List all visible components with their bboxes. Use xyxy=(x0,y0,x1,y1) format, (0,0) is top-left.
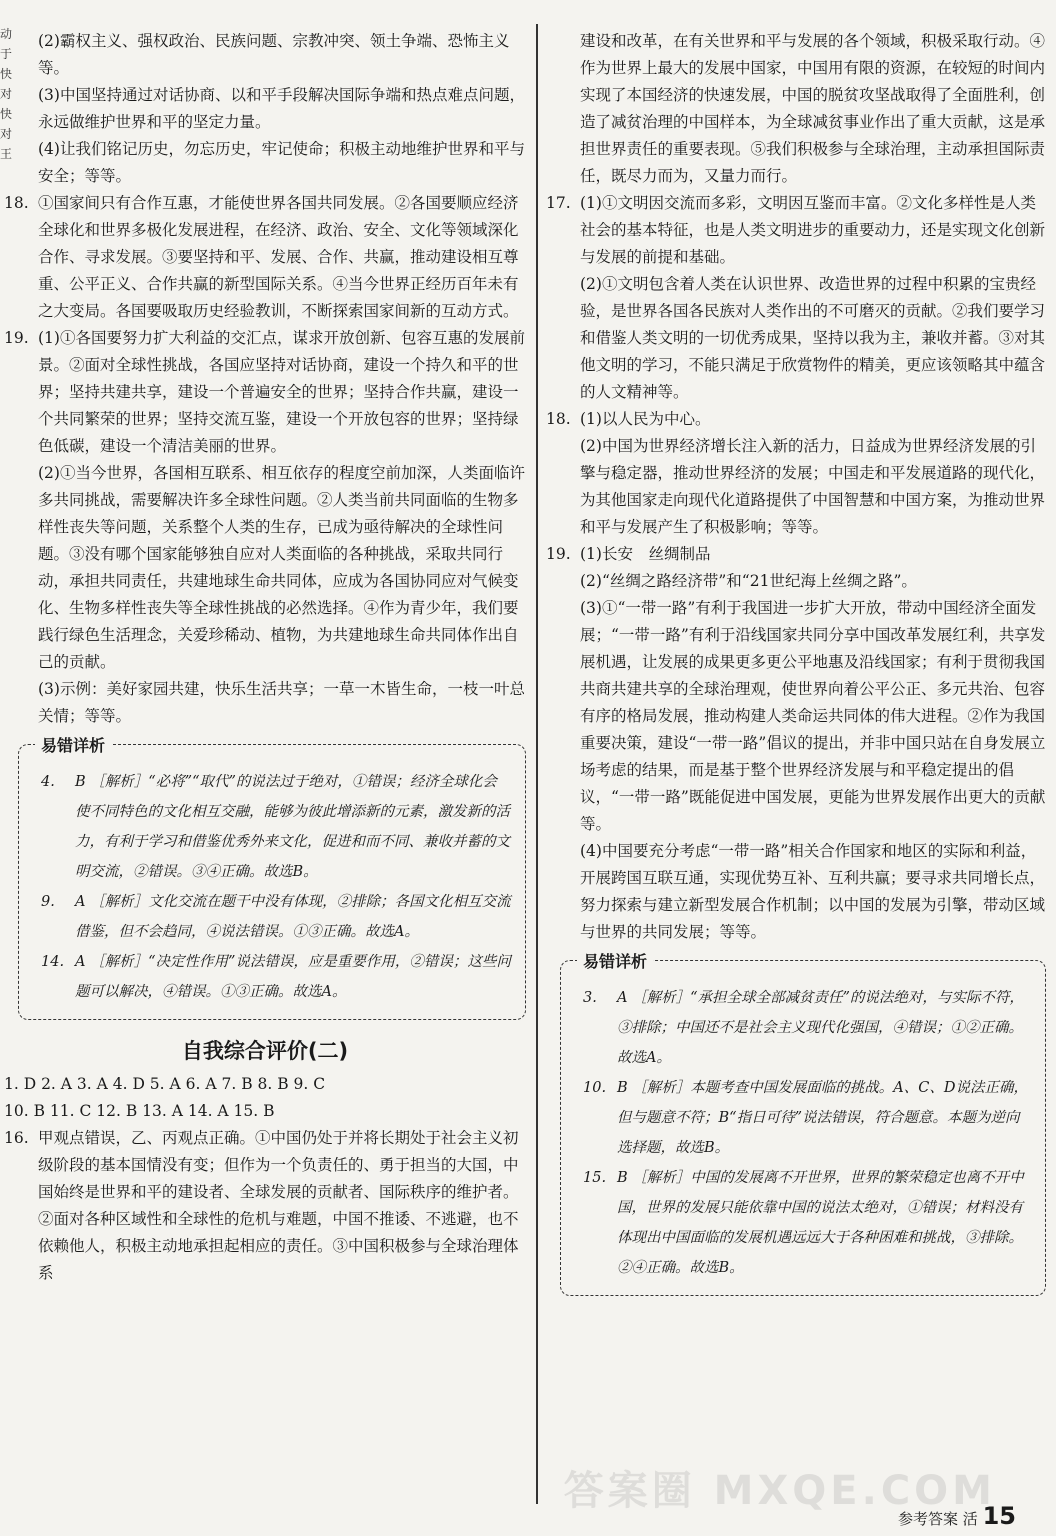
page-prefix: 活 xyxy=(962,1510,978,1528)
q17-part2: (2)①文明包含着人类在认识世界、改造世界的过程中积累的宝贵经验，是世界各国各民族对人类作出的不可磨灭的贡献。②我们要学习和借鉴人类文明的一切优秀成果，坚持以我为主，兼收并蓄。③对其他文明的学习，不能只满足于欣赏物件的精美，更应该领略其中蕴含的人文精神等。 xyxy=(580,275,1046,401)
question-number: 18. xyxy=(4,194,29,212)
question-number: 18. xyxy=(546,410,571,428)
question-number: 17. xyxy=(546,194,571,212)
edge-text-0: 动 xyxy=(0,27,13,41)
q19-part2: (2)“丝绸之路经济带”和“21世纪海上丝绸之路”。 xyxy=(580,572,917,590)
item-text: A ［解析］“决定性作用”说法错误，应是重要作用，②错误；这些问题可以解决，④错误。①③正确。故选A。 xyxy=(75,954,511,1000)
question-18 xyxy=(546,406,1046,541)
question-number: 19. xyxy=(4,329,29,347)
item-number: 9. xyxy=(41,894,55,910)
q17-part1: (1)①文明因交流而多彩，文明因互鉴而丰富。②文化多样性是人类社会的基本特征，也是人类文明进步的重要动力，还是实现文化创新与发展的前提和基础。 xyxy=(580,194,1046,266)
q18-part1: (1)以人民为中心。 xyxy=(580,410,711,428)
item-number: 14. xyxy=(41,954,65,970)
q17-part2: (2)霸权主义、强权政治、民族问题、宗教冲突、领土争端、恐怖主义等。 xyxy=(38,32,510,77)
list-item xyxy=(41,947,511,1007)
question-19 xyxy=(4,325,526,730)
box-title: 易错详析 xyxy=(35,731,111,761)
watermark: 答案圈 MXQE.COM xyxy=(563,1468,996,1514)
item-text: B ［解析］本题考查中国发展面临的挑战。A、C、D说法正确，但与题意不符；B“指日可待”说法错误，符合题意。本题为逆向选择题，故选B。 xyxy=(617,1080,1028,1156)
left-column xyxy=(4,28,526,1287)
question-number: 19. xyxy=(546,545,571,563)
question-16 xyxy=(4,1125,526,1287)
item-number: 4. xyxy=(41,774,55,790)
edge-text-1: 于 xyxy=(0,47,13,61)
item-number: 10. xyxy=(583,1080,607,1096)
q19-part1: (1)①各国要努力扩大利益的交汇点，谋求开放创新、包容互惠的发展前景。②面对全球性挑战，各国应坚持对话协商，建设一个持久和平的世界；坚持共建共享，建设一个普遍安全的世界；坚持合作共赢，建设一个共同繁荣的世界；坚持交流互鉴，建设一个开放包容的世界；坚持绿色低碳，建设一个清洁美丽的世界。 xyxy=(38,329,525,455)
q19-part4: (4)中国要充分考虑“一带一路”相关合作国家和地区的实际和利益，开展跨国互联互通，实现优势互补、互利共赢；要寻求共同增长点，努力探索与建立新型发展合作机制；以中国的发展为引擎，带动区域与世界的共同发展；等等。 xyxy=(580,842,1046,941)
column-divider xyxy=(536,24,538,1504)
item-text: A ［解析］“承担全球全部减贫责任”的说法绝对，与实际不符，③排除；中国还不是社会主义现代化强国，④错误；①②正确。故选A。 xyxy=(617,990,1024,1066)
item-text: B ［解析］中国的发展离不开世界，世界的繁荣稳定也离不开中国，世界的发展只能依靠中国的说法太绝对，①错误；材料没有体现出中国面临的发展机遇远远大于各种困难和挑战，③排除。②④正确。故选B。 xyxy=(617,1170,1024,1276)
page-number: 15 xyxy=(982,1502,1016,1530)
right-column xyxy=(546,28,1046,1306)
list-item xyxy=(41,887,511,947)
q19-part1: (1)长安 丝绸制品 xyxy=(580,545,711,563)
answer-text: ①国家间只有合作互惠，才能使世界各国共同发展。②各国要顺应经济全球化和世界多极化发展进程，在经济、政治、安全、文化等领域深化合作、寻求发展。③要坚持和平、发展、合作、共赢，推动建设相互尊重、公平正义、合作共赢的新型国际关系。④当今世界正经历百年未有之大变局。各国要吸取历史经验教训，不断探索国家间新的互动方式。 xyxy=(38,194,519,320)
error-analysis-box xyxy=(560,952,1046,1296)
q18-part2: (2)中国为世界经济增长注入新的活力，日益成为世界经济发展的引擎与稳定器，推动世界经济的发展；中国走和平发展道路的现代化，为其他国家走向现代化道路提供了中国智慧和中国方案，为推动世界和平与发展产生了积极影响；等等。 xyxy=(580,437,1046,536)
item-text: B ［解析］“必将”“取代”的说法过于绝对，①错误；经济全球化会使不同特色的文化相互交融，能够为彼此增添新的元素，激发新的活力，有利于学习和借鉴优秀外来文化，促进和而不同、兼收并蓄的文明交流，②错误。③④正确。故选B。 xyxy=(75,774,510,880)
q19-part3: (3)①“一带一路”有利于我国进一步扩大开放，带动中国经济全面发展；“一带一路”有利于沿线国家共同分享中国改革发展红利，共享发展机遇，让发展的成果更多更公平地惠及沿线国家；有利于贯彻我国共商共建共享的全球治理观，使世界向着公平公正、多元共治、包容有序的格局发展，推动构建人类命运共同体的伟大进程。②作为我国重要决策，建设“一带一路”倡议的提出，并非中国只站在自身发展立场考虑的结果，而是基于整个世界经济发展与和平稳定提出的倡议，“一带一路”既能促进中国发展，更能为世界发展作出更大的贡献等。 xyxy=(580,599,1046,833)
item-number: 3. xyxy=(583,990,597,1006)
page-footer xyxy=(898,1502,1016,1530)
question-17 xyxy=(546,190,1046,406)
answer-key-line-2: 10. B 11. C 12. B 13. A 14. A 15. B xyxy=(4,1102,275,1120)
q17-part4: (4)让我们铭记历史，勿忘历史，牢记使命；积极主动地维护世界和平与安全；等等。 xyxy=(38,140,525,185)
question-19 xyxy=(546,541,1046,946)
question-18 xyxy=(4,190,526,325)
q19-part2: (2)①当今世界，各国相互联系、相互依存的程度空前加深，人类面临许多共同挑战，需要解决许多全球性问题。②人类当前共同面临的生物多样性丧失等问题，关系整个人类的生存，已成为亟待解决的全球性问题。③没有哪个国家能够独自应对人类面临的各种挑战，采取共同行动，承担共同责任，共建地球生命共同体，应成为各国协同应对气候变化、生物多样性丧失等全球性挑战的必然选择。④作为青少年，我们要践行绿色生活理念，关爱珍稀动、植物，为共建地球生命共同体作出自己的贡献。 xyxy=(38,464,525,671)
q17-part3: (3)中国坚持通过对话协商、以和平手段解决国际争端和热点难点问题，永远做维护世界和平的坚定力量。 xyxy=(38,86,525,131)
list-item xyxy=(41,767,511,887)
list-item xyxy=(583,1163,1031,1283)
box-title: 易错详析 xyxy=(577,947,653,977)
list-item xyxy=(583,1073,1031,1163)
item-number: 15. xyxy=(583,1170,607,1186)
edge-text-3: 快对 xyxy=(0,107,13,141)
q17-continued xyxy=(4,28,526,190)
q19-part3: (3)示例：美好家园共建，快乐生活共享；一草一木皆生命，一枝一叶总关情；等等。 xyxy=(38,680,525,725)
footer-label: 参考答案 xyxy=(898,1510,959,1528)
q16-continued: 建设和改革，在有关世界和平与发展的各个领域，积极采取行动。④作为世界上最大的发展中国家，中国用有限的资源，在较短的时间内实现了本国经济的快速发展，中国的脱贫攻坚战取得了全面胜利，创造了减贫治理的中国样本，为全球减贫事业作出了重大贡献，这是承担世界责任的重要表现。⑤我们积极参与全球治理，主动承担国际责任，既尽力而为，又量力而行。 xyxy=(580,32,1046,185)
edge-text-2: 快对 xyxy=(0,67,13,101)
question-number: 16. xyxy=(4,1129,29,1147)
answer-text: 甲观点错误，乙、丙观点正确。①中国仍处于并将长期处于社会主义初级阶段的基本国情没有变；但作为一个负责任的、勇于担当的大国，中国始终是世界和平的建设者、全球发展的贡献者、国际秩序的维护者。②面对各种区域性和全球性的危机与难题，中国不推诿、不逃避，也不依赖他人，积极主动地承担起相应的责任。③中国积极参与全球治理体系 xyxy=(38,1129,519,1282)
edge-text-4: 王 xyxy=(0,147,13,161)
answer-key-line-1: 1. D 2. A 3. A 4. D 5. A 6. A 7. B 8. B 9. C xyxy=(4,1075,326,1093)
list-item xyxy=(583,983,1031,1073)
error-analysis-box xyxy=(18,736,526,1020)
item-text: A ［解析］文化交流在题干中没有体现，②排除；各国文化相互交流借鉴，但不会趋同，④说法错误。①③正确。故选A。 xyxy=(75,894,511,940)
section-title: 自我综合评价(二) xyxy=(181,1039,349,1063)
